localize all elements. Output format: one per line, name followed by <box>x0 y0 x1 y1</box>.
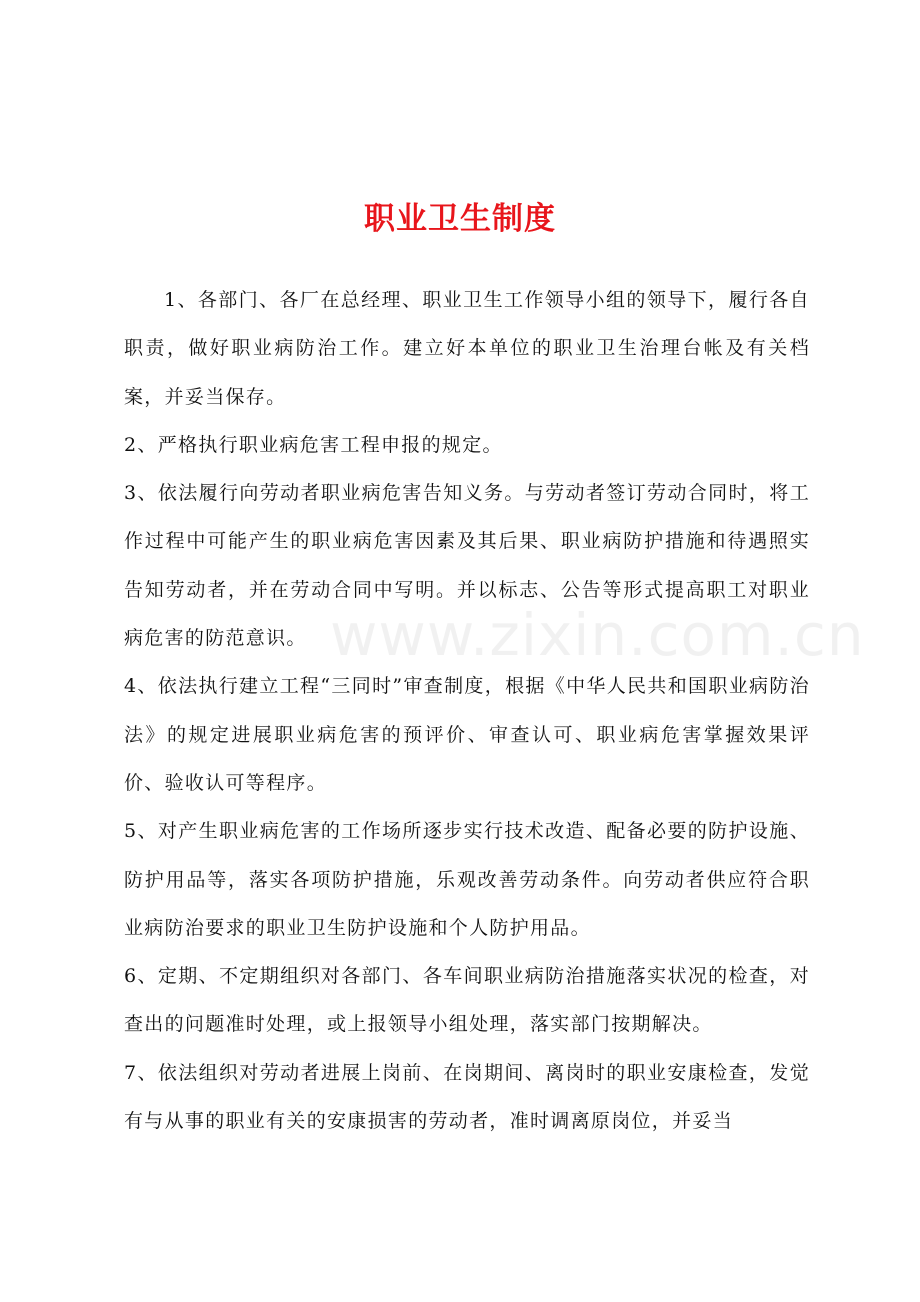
paragraph-6: 6、定期、不定期组织对各部门、各车间职业病防治措施落实状况的检查，对查出的问题准时处理，或上报领导小组处理，落实部门按期解决。 <box>124 965 810 1036</box>
paragraph-2: 2、严格执行职业病危害工程申报的规定。 <box>124 433 503 456</box>
document-body <box>124 276 810 1145</box>
paragraph-3: 3、依法履行向劳动者职业病危害告知义务。与劳动者签订劳动合同时，将工作过程中可能产生的职业病危害因素及其后果、职业病防护措施和待遇照实告知劳动者，并在劳动合同中写明。并以标志、公告等形式提高职工对职业病危害的防范意识。 <box>124 482 810 650</box>
paragraph-7: 7、依法组织对劳动者进展上岗前、在岗期间、离岗时的职业安康检查，发觉有与从事的职业有关的安康损害的劳动者，准时调离原岗位，并妥当 <box>124 1061 810 1133</box>
watermark: www.zixin.com.cn <box>330 601 865 669</box>
paragraph-1: 1、各部门、各厂在总经理、职业卫生工作领导小组的领导下，履行各自职责，做好职业病防治工作。建立好本单位的职业卫生治理台帐及有关档案，并妥当保存。 <box>124 289 810 408</box>
paragraph-5: 5、对产生职业病危害的工作场所逐步实行技术改造、配备必要的防护设施、防护用品等，落实各项防护措施，乐观改善劳动条件。向劳动者供应符合职业病防治要求的职业卫生防护设施和个人防护用品。 <box>124 820 810 939</box>
paragraph-4: 4、依法执行建立工程“三同时”审查制度，根据《中华人民共和国职业病防治法》的规定进展职业病危害的预评价、审查认可、职业病危害掌握效果评价、验收认可等程序。 <box>124 675 810 794</box>
document-title: 职业卫生制度 <box>364 201 556 237</box>
